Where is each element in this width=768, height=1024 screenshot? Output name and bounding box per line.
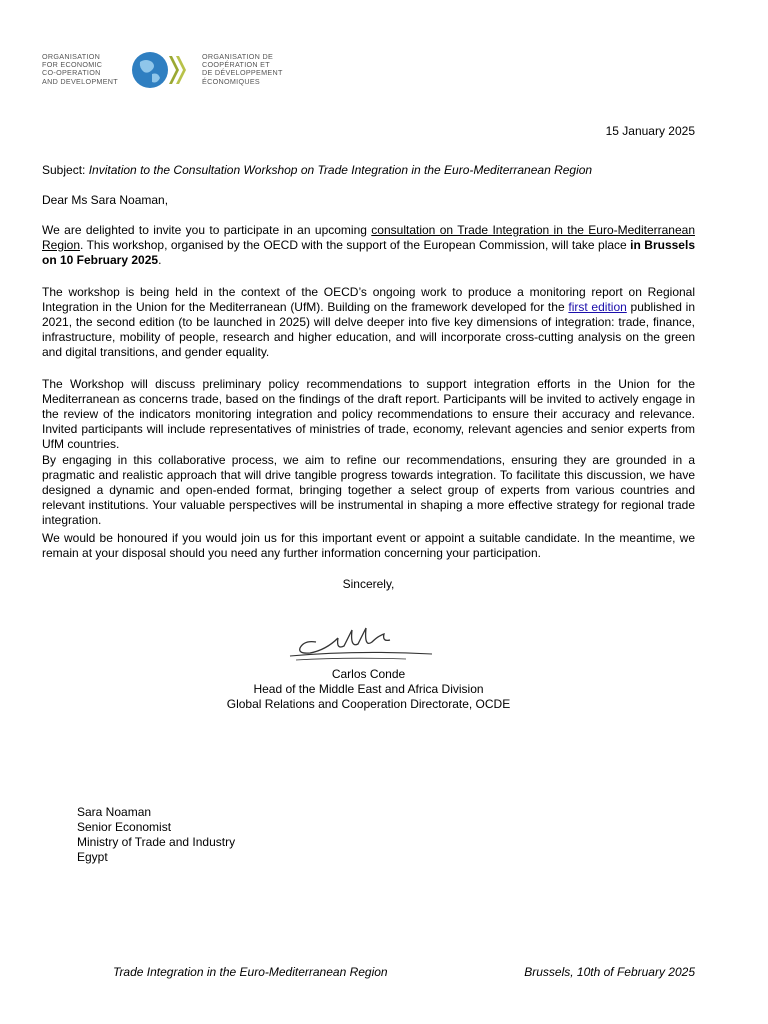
subject-text: Invitation to the Consultation Workshop on Trade Integration in the Euro-Mediterranean Region bbox=[88, 163, 593, 177]
logo-line: ORGANISATION bbox=[42, 52, 101, 61]
logo-line: FOR ECONOMIC bbox=[42, 60, 103, 70]
recipient-block bbox=[77, 805, 235, 865]
oecd-logo bbox=[42, 50, 302, 90]
paragraph-text: We are delighted to invite you to participate in an upcoming bbox=[42, 223, 372, 237]
signatory-name: Carlos Conde bbox=[331, 667, 406, 681]
signatory-block bbox=[42, 667, 695, 712]
letter-date: 15 January 2025 bbox=[605, 124, 695, 138]
event-location-date: in Brussels on 10 February 2025 bbox=[42, 238, 695, 267]
subject-label: Subject: bbox=[42, 163, 89, 177]
salutation: Dear Ms Sara Noaman, bbox=[42, 193, 169, 207]
footer-title: Trade Integration in the Euro-Mediterranean Region bbox=[113, 965, 388, 979]
footer-place-date: Brussels, 10th of February 2025 bbox=[524, 965, 695, 979]
logo-text-french bbox=[202, 53, 302, 86]
paragraph-text: . bbox=[158, 253, 162, 267]
paragraph-closing: We would be honoured if you would join us for this important event or appoint a suitable candidate. In the meantime, we remain at your disposal should you need any further information concerning your participation. bbox=[42, 531, 695, 560]
recipient-country: Egypt bbox=[77, 850, 108, 864]
logo-line: AND DEVELOPMENT bbox=[42, 76, 118, 86]
first-edition-link[interactable]: first edition bbox=[568, 300, 627, 314]
paragraph-text: . This workshop, organised by the OECD with the support of the European Commission, will take place bbox=[80, 238, 631, 252]
signatory-title: Head of the Middle East and Africa Division bbox=[253, 682, 484, 696]
paragraph-invitation bbox=[42, 223, 695, 268]
recipient-organisation: Ministry of Trade and Industry bbox=[77, 835, 236, 849]
paragraph-engagement: By engaging in this collaborative process, we aim to refine our recommendations, ensuring they are grounded in a pragmatic and realistic approach that will drive tangible progress towards integration. To facilitate this discussion, we have designed a dynamic and open-ended format, bringing together a select group of experts from various countries and relevant institutions. Your valuable perspectives will be instrumental in shaping a more effective strategy for regional trade integration. bbox=[42, 453, 695, 527]
signature-image bbox=[286, 620, 436, 662]
paragraph-workshop: The Workshop will discuss preliminary policy recommendations to support integration efforts in the Union for the Mediterranean as concerns trade, based on the findings of the draft report. Participants will be invited to actively engage in the review of the indicators monitoring integration and policy recommendations to ensure their accuracy and relevance. Invited participants will include representatives of ministries of trade, economy, relevant agencies and senior experts from UfM countries. bbox=[42, 377, 695, 451]
logo-text-english bbox=[42, 53, 124, 86]
signatory-directorate: Global Relations and Cooperation Directorate, OCDE bbox=[226, 697, 511, 711]
logo-line: DE DÉVELOPPEMENT bbox=[202, 68, 283, 78]
paragraph-text: published in 2021, the second edition (to be launched in 2025) will delve deeper into five key dimensions of integration: trade, finance, infrastructure, mobility of people, research and higher education, and will incorporate cross-cutting analysis on the green and digital transitions, and gender equality. bbox=[42, 300, 695, 359]
closing-salutation: Sincerely, bbox=[342, 577, 395, 591]
logo-line: CO-OPERATION bbox=[42, 68, 101, 78]
recipient-name: Sara Noaman bbox=[77, 805, 152, 819]
logo-line: ÉCONOMIQUES bbox=[202, 76, 261, 86]
consultation-link[interactable]: consultation on Trade Integration in the Euro-Mediterranean Region bbox=[42, 223, 695, 252]
paragraph-text: The workshop is being held in the context of the OECD’s ongoing work to produce a monitoring report on Regional Integration in the Union for the Mediterranean (UfM). Building on the framework developed for the bbox=[42, 285, 695, 314]
recipient-position: Senior Economist bbox=[77, 820, 172, 834]
subject-line bbox=[42, 163, 592, 178]
logo-line: COOPÉRATION ET bbox=[202, 60, 270, 70]
paragraph-context bbox=[42, 285, 695, 360]
globe-icon bbox=[130, 50, 190, 90]
logo-line: ORGANISATION DE bbox=[202, 52, 274, 61]
